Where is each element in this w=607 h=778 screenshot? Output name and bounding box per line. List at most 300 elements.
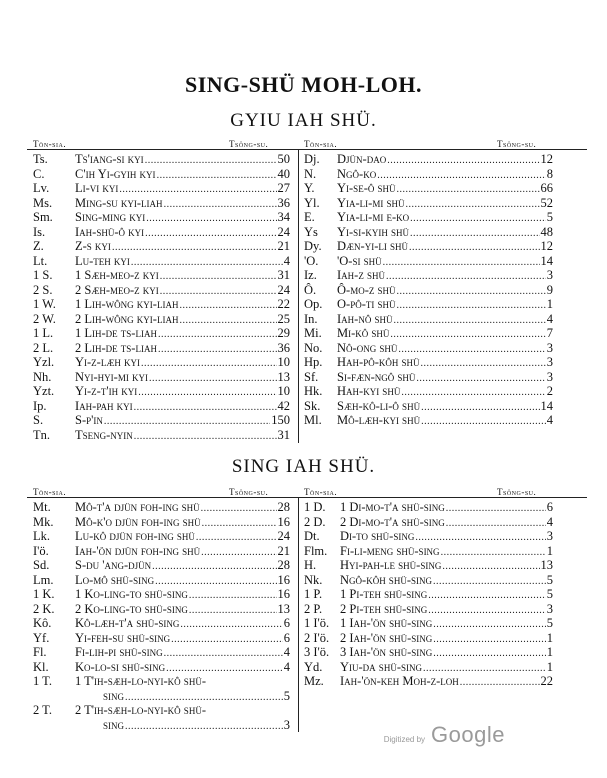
section1-right-column — [304, 152, 553, 428]
book-name: Si-fæn-ngô shü — [337, 369, 416, 384]
book-abbreviation: Lt. — [33, 253, 48, 268]
book-name: Yi-z-t'ih kyi — [75, 384, 138, 398]
chapter-count: 150 — [271, 413, 290, 427]
chapter-count: 6 — [283, 616, 290, 630]
leader-dots — [423, 660, 546, 675]
chapter-count: 3 — [546, 340, 553, 355]
leader-dots — [428, 602, 545, 617]
leader-dots — [138, 384, 276, 399]
toc-row — [33, 529, 290, 544]
chapter-count: 13 — [277, 369, 290, 384]
book-name: Iah-z shü — [337, 268, 385, 282]
leader-dots — [160, 283, 277, 298]
leader-dots — [125, 718, 283, 733]
leader-dots — [202, 515, 277, 530]
book-abbreviation: 2 K. — [33, 601, 55, 616]
toc-row — [33, 181, 290, 196]
chapter-count: 42 — [277, 398, 290, 413]
book-abbreviation: Sd. — [33, 558, 50, 572]
book-abbreviation: Sm. — [33, 210, 53, 224]
book-name: Iah-'ön djün foh-ing shü — [75, 543, 201, 558]
toc-row — [304, 399, 553, 414]
book-abbreviation: Ô. — [304, 282, 317, 297]
leader-dots — [421, 399, 539, 414]
toc-row — [304, 645, 553, 660]
toc-row — [304, 326, 553, 341]
chapter-count: 4 — [546, 413, 553, 427]
chapter-count: 28 — [277, 558, 290, 572]
section2-header-left-a: Tön-sia. — [33, 487, 67, 497]
toc-row — [33, 341, 290, 356]
leader-dots — [433, 573, 546, 588]
book-abbreviation: 'O. — [304, 253, 319, 268]
chapter-count: 50 — [277, 152, 290, 166]
leader-dots — [131, 254, 283, 269]
leader-dots — [180, 616, 282, 631]
book-name: Tseng-nyin — [75, 427, 133, 442]
chapter-count: 12 — [540, 152, 553, 166]
chapter-count: 3 — [546, 355, 553, 369]
toc-row — [304, 544, 553, 559]
toc-row — [33, 602, 290, 617]
book-name: 1 Iah-'ön shü-sing — [340, 616, 433, 630]
chapter-count: 52 — [540, 195, 553, 210]
book-abbreviation: 1 I'ö. — [304, 616, 330, 630]
book-abbreviation: Lk. — [33, 529, 51, 543]
chapter-count: 28 — [277, 500, 290, 514]
toc-row — [33, 616, 290, 631]
book-abbreviation: Dj. — [304, 152, 320, 166]
toc-row — [33, 660, 290, 675]
toc-row — [304, 515, 553, 530]
book-abbreviation: Z. — [33, 239, 44, 253]
book-name: Ô-mo-z shü — [337, 282, 396, 297]
chapter-count: 12 — [540, 239, 553, 253]
book-name: Hah-kyi shü — [337, 384, 401, 398]
toc-row — [304, 167, 553, 182]
leader-dots — [390, 326, 545, 341]
chapter-count: 29 — [277, 326, 290, 340]
toc-row — [33, 355, 290, 370]
toc-row — [304, 660, 553, 675]
section2-right-column — [304, 500, 553, 689]
book-name: 2 Iah-'ön shü-sing — [340, 630, 433, 645]
toc-row — [33, 631, 290, 646]
toc-row — [33, 196, 290, 211]
leader-dots — [145, 152, 277, 167]
book-abbreviation: Yl. — [304, 195, 320, 210]
leader-dots — [152, 558, 276, 573]
chapter-count: 21 — [277, 543, 290, 558]
leader-dots — [398, 341, 545, 356]
toc-row — [304, 355, 553, 370]
book-name: S-du 'ang-djün — [75, 558, 152, 572]
chapter-count: 24 — [277, 224, 290, 239]
book-name: Yia-li-mi e-ko — [337, 210, 410, 224]
leader-dots — [179, 297, 276, 312]
book-name: 1 Pi-teh shü-sing — [340, 587, 428, 601]
book-abbreviation: 1 D. — [304, 500, 326, 514]
book-abbreviation: Dy. — [304, 239, 322, 253]
chapter-count: 16 — [277, 572, 290, 587]
chapter-count: 5 — [546, 572, 553, 587]
toc-row — [304, 602, 553, 617]
book-name: Di-to shü-sing — [340, 529, 415, 543]
leader-dots — [141, 355, 277, 370]
chapter-count: 3 — [546, 601, 553, 616]
book-name: Yi-z-læh kyi — [75, 355, 140, 369]
leader-dots — [158, 326, 277, 341]
book-abbreviation: 1 T. — [33, 674, 52, 688]
book-abbreviation: Ts. — [33, 152, 48, 166]
book-abbreviation: Iz. — [304, 268, 317, 282]
book-name: Mi-kô shü — [337, 326, 390, 340]
toc-row — [304, 341, 553, 356]
book-abbreviation: S. — [33, 413, 44, 427]
book-abbreviation: Ip. — [33, 398, 47, 413]
toc-row — [33, 587, 290, 602]
chapter-count: 27 — [277, 181, 290, 195]
book-name: Sæh-kô-li-ô shü — [337, 398, 421, 413]
book-name: Ming-su kyi-liah — [75, 195, 163, 210]
chapter-count: 4 — [546, 514, 553, 529]
leader-dots — [119, 181, 276, 196]
book-name: 1 Lih-wông kyi-liah — [75, 297, 179, 311]
leader-dots — [446, 515, 546, 530]
leader-dots — [410, 225, 540, 240]
toc-row — [304, 413, 553, 428]
book-abbreviation: Y. — [304, 181, 315, 195]
toc-row — [33, 210, 290, 225]
chapter-count: 16 — [277, 514, 290, 529]
section2-heading: SING IAH SHÜ. — [231, 456, 376, 477]
book-abbreviation: 2 D. — [304, 514, 326, 529]
leader-dots — [166, 660, 283, 675]
book-abbreviation: H. — [304, 558, 317, 572]
wrapped-entry — [75, 674, 290, 703]
toc-row — [304, 616, 553, 631]
book-abbreviation: Nh. — [33, 369, 52, 384]
chapter-count: 1 — [546, 630, 553, 645]
section2-header-right-a: Tsông-su. — [229, 487, 269, 497]
book-abbreviation: Yzt. — [33, 384, 55, 398]
leader-dots — [446, 500, 546, 515]
toc-row — [304, 529, 553, 544]
book-name: 2 Di-mo-t'a shü-sing — [340, 514, 445, 529]
leader-dots — [146, 210, 276, 225]
leader-dots — [383, 254, 540, 269]
book-abbreviation: Flm. — [304, 543, 328, 558]
chapter-count: 40 — [277, 166, 290, 181]
leader-dots — [134, 428, 277, 443]
leader-dots — [428, 587, 545, 602]
leader-dots — [393, 312, 545, 327]
chapter-count: 66 — [540, 181, 553, 195]
book-abbreviation: 2 P. — [304, 601, 323, 616]
toc-row — [33, 703, 290, 732]
chapter-count: 10 — [277, 384, 290, 398]
leader-dots — [134, 399, 277, 414]
toc-row — [304, 297, 553, 312]
chapter-count: 22 — [277, 297, 290, 311]
leader-dots — [164, 196, 277, 211]
toc-row — [33, 283, 290, 298]
book-name: Fi-lih-pi shü-sing — [75, 645, 163, 659]
book-abbreviation: Lv. — [33, 181, 50, 195]
toc-row — [33, 312, 290, 327]
chapter-count: 1 — [546, 543, 553, 558]
leader-dots — [112, 239, 277, 254]
book-abbreviation: Kô. — [33, 616, 52, 630]
watermark-small: Digitized by — [383, 735, 426, 744]
book-abbreviation: N. — [304, 166, 317, 181]
leader-dots — [196, 529, 277, 544]
book-abbreviation: 1 K. — [33, 587, 55, 601]
book-abbreviation: Sf. — [304, 369, 319, 384]
leader-dots — [145, 225, 276, 240]
chapter-count: 4 — [546, 311, 553, 326]
book-name: Li-vi kyi — [75, 181, 119, 195]
book-abbreviation: 2 T. — [33, 703, 52, 717]
leader-dots — [442, 558, 539, 573]
section1-header-right-b: Tsông-su. — [497, 139, 537, 149]
toc-row — [33, 326, 290, 341]
leader-dots — [171, 631, 283, 646]
book-name: Ngô-ko — [337, 166, 377, 181]
book-abbreviation: Lm. — [33, 572, 54, 587]
book-abbreviation: Nk. — [304, 572, 323, 587]
section1-divider — [298, 149, 299, 443]
book-abbreviation: No. — [304, 340, 323, 355]
book-name: Djün-dao — [337, 152, 387, 166]
leader-dots — [433, 631, 546, 646]
book-name: Lu-kô djün foh-ing shü — [75, 529, 195, 543]
chapter-count: 5 — [546, 210, 553, 224]
chapter-count: 31 — [277, 427, 290, 442]
book-name: 2 Ko-ling-to shü-sing — [75, 601, 188, 616]
chapter-count: 8 — [546, 166, 553, 181]
toc-row — [304, 152, 553, 167]
section1-heading: GYIU IAH SHÜ. — [230, 110, 377, 131]
toc-row — [33, 399, 290, 414]
book-name: Iah-pah kyi — [75, 398, 133, 413]
book-name: Mô-læh-kyi shü — [337, 413, 421, 427]
book-name: Yi-si-kyih shü — [337, 224, 409, 239]
book-abbreviation: Op. — [304, 297, 323, 311]
leader-dots — [415, 529, 545, 544]
book-abbreviation: 1 P. — [304, 587, 323, 601]
chapter-count: 4 — [283, 645, 290, 659]
toc-row — [33, 645, 290, 660]
book-name: Dæn-yi-li shü — [337, 239, 408, 253]
toc-row — [304, 500, 553, 515]
leader-dots — [396, 283, 545, 298]
book-abbreviation: 2 W. — [33, 311, 56, 326]
book-abbreviation: Mz. — [304, 674, 324, 688]
toc-row — [33, 413, 290, 428]
book-name: Z-s kyi — [75, 239, 111, 253]
leader-dots — [164, 645, 283, 660]
leader-dots — [157, 167, 277, 182]
leader-dots — [401, 384, 545, 399]
book-name: 2 Lih-de ts-liah — [75, 340, 157, 355]
book-name: Nyi-hyi-mi kyi — [75, 369, 148, 384]
chapter-count: 13 — [277, 601, 290, 616]
book-name: Fi-li-meng shü-sing — [340, 543, 440, 558]
toc-row — [33, 515, 290, 530]
leader-dots — [409, 239, 540, 254]
book-abbreviation: 1 W. — [33, 297, 56, 311]
toc-row — [33, 500, 290, 515]
section1-left-column — [33, 152, 290, 442]
chapter-count: 7 — [546, 326, 553, 340]
leader-dots — [155, 573, 276, 588]
book-abbreviation: 2 I'ö. — [304, 630, 330, 645]
chapter-count: 10 — [277, 355, 290, 369]
leader-dots — [125, 689, 283, 704]
leader-dots — [421, 413, 546, 428]
chapter-count: 31 — [277, 268, 290, 282]
book-abbreviation: Yf. — [33, 630, 50, 645]
chapter-count: 5 — [283, 688, 290, 703]
book-abbreviation: Mt. — [33, 500, 51, 514]
book-abbreviation: 2 L. — [33, 340, 54, 355]
chapter-count: 34 — [277, 210, 290, 224]
book-abbreviation: I'ö. — [33, 543, 49, 558]
book-name: 2 Lih-wông kyi-liah — [75, 311, 179, 326]
chapter-count: 24 — [277, 529, 290, 543]
chapter-count: 9 — [546, 282, 553, 297]
toc-row — [33, 573, 290, 588]
book-name: 2 T'ih-sæh-lo-nyi-kô shü- — [75, 703, 206, 717]
book-name: Ko-lo-si shü-sing — [75, 659, 166, 674]
book-abbreviation: Ml. — [304, 413, 322, 427]
toc-row — [33, 558, 290, 573]
book-name: Hyi-pah-le shü-sing — [340, 558, 442, 572]
leader-dots — [189, 587, 277, 602]
toc-row — [33, 544, 290, 559]
book-abbreviation: Tn. — [33, 427, 51, 442]
book-name: 2 Pi-teh shü-sing — [340, 601, 428, 616]
book-name: Sing-ming kyi — [75, 210, 146, 224]
leader-dots — [441, 544, 546, 559]
toc-row — [304, 210, 553, 225]
section1-header-left-a: Tön-sia. — [33, 139, 67, 149]
leader-dots — [149, 370, 277, 385]
toc-row — [33, 428, 290, 443]
book-abbreviation: 2 S. — [33, 282, 53, 297]
leader-dots — [201, 544, 276, 559]
book-name: Hah-pô-kôh shü — [337, 355, 420, 369]
leader-dots — [433, 616, 546, 631]
book-name: Yiu-da shü-sing — [340, 659, 422, 674]
leader-dots — [386, 268, 546, 283]
watermark-logo: Google — [431, 722, 505, 747]
book-name: 3 Iah-'ön shü-sing — [340, 645, 433, 659]
book-name: 2 Sæh-meo-z kyi — [75, 282, 159, 297]
toc-row — [304, 573, 553, 588]
book-name: 1 Di-mo-t'a shü-sing — [340, 500, 445, 514]
section1-header-right-a: Tsông-su. — [229, 139, 269, 149]
book-abbreviation: Is. — [33, 224, 46, 239]
toc-row — [304, 196, 553, 211]
book-abbreviation: In. — [304, 311, 318, 326]
book-name: S-p'in — [75, 413, 103, 427]
chapter-count: 36 — [277, 195, 290, 210]
chapter-count: 4 — [283, 253, 290, 268]
book-name: Lo-mô shü-sing — [75, 572, 155, 587]
leader-dots — [410, 210, 546, 225]
leader-dots — [405, 196, 539, 211]
section2-rule — [27, 497, 587, 498]
toc-row — [33, 268, 290, 283]
toc-row — [304, 283, 553, 298]
book-name: Mô-k'o djün foh-ing shü — [75, 514, 201, 529]
leader-dots — [396, 181, 539, 196]
chapter-count: 1 — [546, 297, 553, 311]
book-name: 1 Sæh-meo-z kyi — [75, 268, 159, 282]
leader-dots — [396, 297, 545, 312]
leader-dots — [433, 645, 546, 660]
toc-row — [304, 370, 553, 385]
book-name: C'ih Yi-gyih kyi — [75, 166, 156, 181]
book-name: Kô-læh-t'a shü-sing — [75, 616, 180, 630]
toc-row — [304, 558, 553, 573]
section1-rule — [27, 149, 587, 150]
leader-dots — [189, 602, 277, 617]
chapter-count: 14 — [540, 253, 553, 268]
toc-row — [304, 384, 553, 399]
book-name: 'O-si shü — [337, 253, 382, 268]
toc-row — [33, 254, 290, 269]
toc-row — [304, 312, 553, 327]
watermark — [384, 722, 505, 748]
chapter-count: 4 — [283, 659, 290, 674]
book-abbreviation: 3 I'ö. — [304, 645, 330, 659]
book-abbreviation: Dt. — [304, 529, 320, 543]
leader-dots — [377, 167, 546, 182]
book-name-continued: sing — [103, 688, 125, 703]
chapter-count: 3 — [283, 717, 290, 732]
toc-row — [304, 254, 553, 269]
toc-row — [33, 297, 290, 312]
book-abbreviation: Mk. — [33, 514, 54, 529]
toc-row — [304, 674, 553, 689]
chapter-count: 6 — [546, 500, 553, 514]
section2-divider — [298, 497, 299, 732]
chapter-count: 48 — [540, 224, 553, 239]
chapter-count: 21 — [277, 239, 290, 253]
book-name-continued: sing — [103, 717, 125, 732]
chapter-count: 3 — [546, 529, 553, 543]
chapter-count: 2 — [546, 384, 553, 398]
toc-row — [304, 587, 553, 602]
wrapped-entry — [75, 703, 290, 732]
book-abbreviation: Hp. — [304, 355, 323, 369]
book-abbreviation: Hk. — [304, 384, 323, 398]
book-name: Lu-teh kyi — [75, 253, 130, 268]
toc-row — [304, 631, 553, 646]
chapter-count: 16 — [277, 587, 290, 601]
toc-row — [304, 225, 553, 240]
book-abbreviation: Ys — [304, 224, 318, 239]
leader-dots — [160, 268, 277, 283]
toc-row — [33, 674, 290, 703]
book-abbreviation: 1 L. — [33, 326, 54, 340]
chapter-count: 13 — [540, 558, 553, 572]
chapter-count: 5 — [546, 616, 553, 630]
book-name: 1 Ko-ling-to shü-sing — [75, 587, 188, 601]
